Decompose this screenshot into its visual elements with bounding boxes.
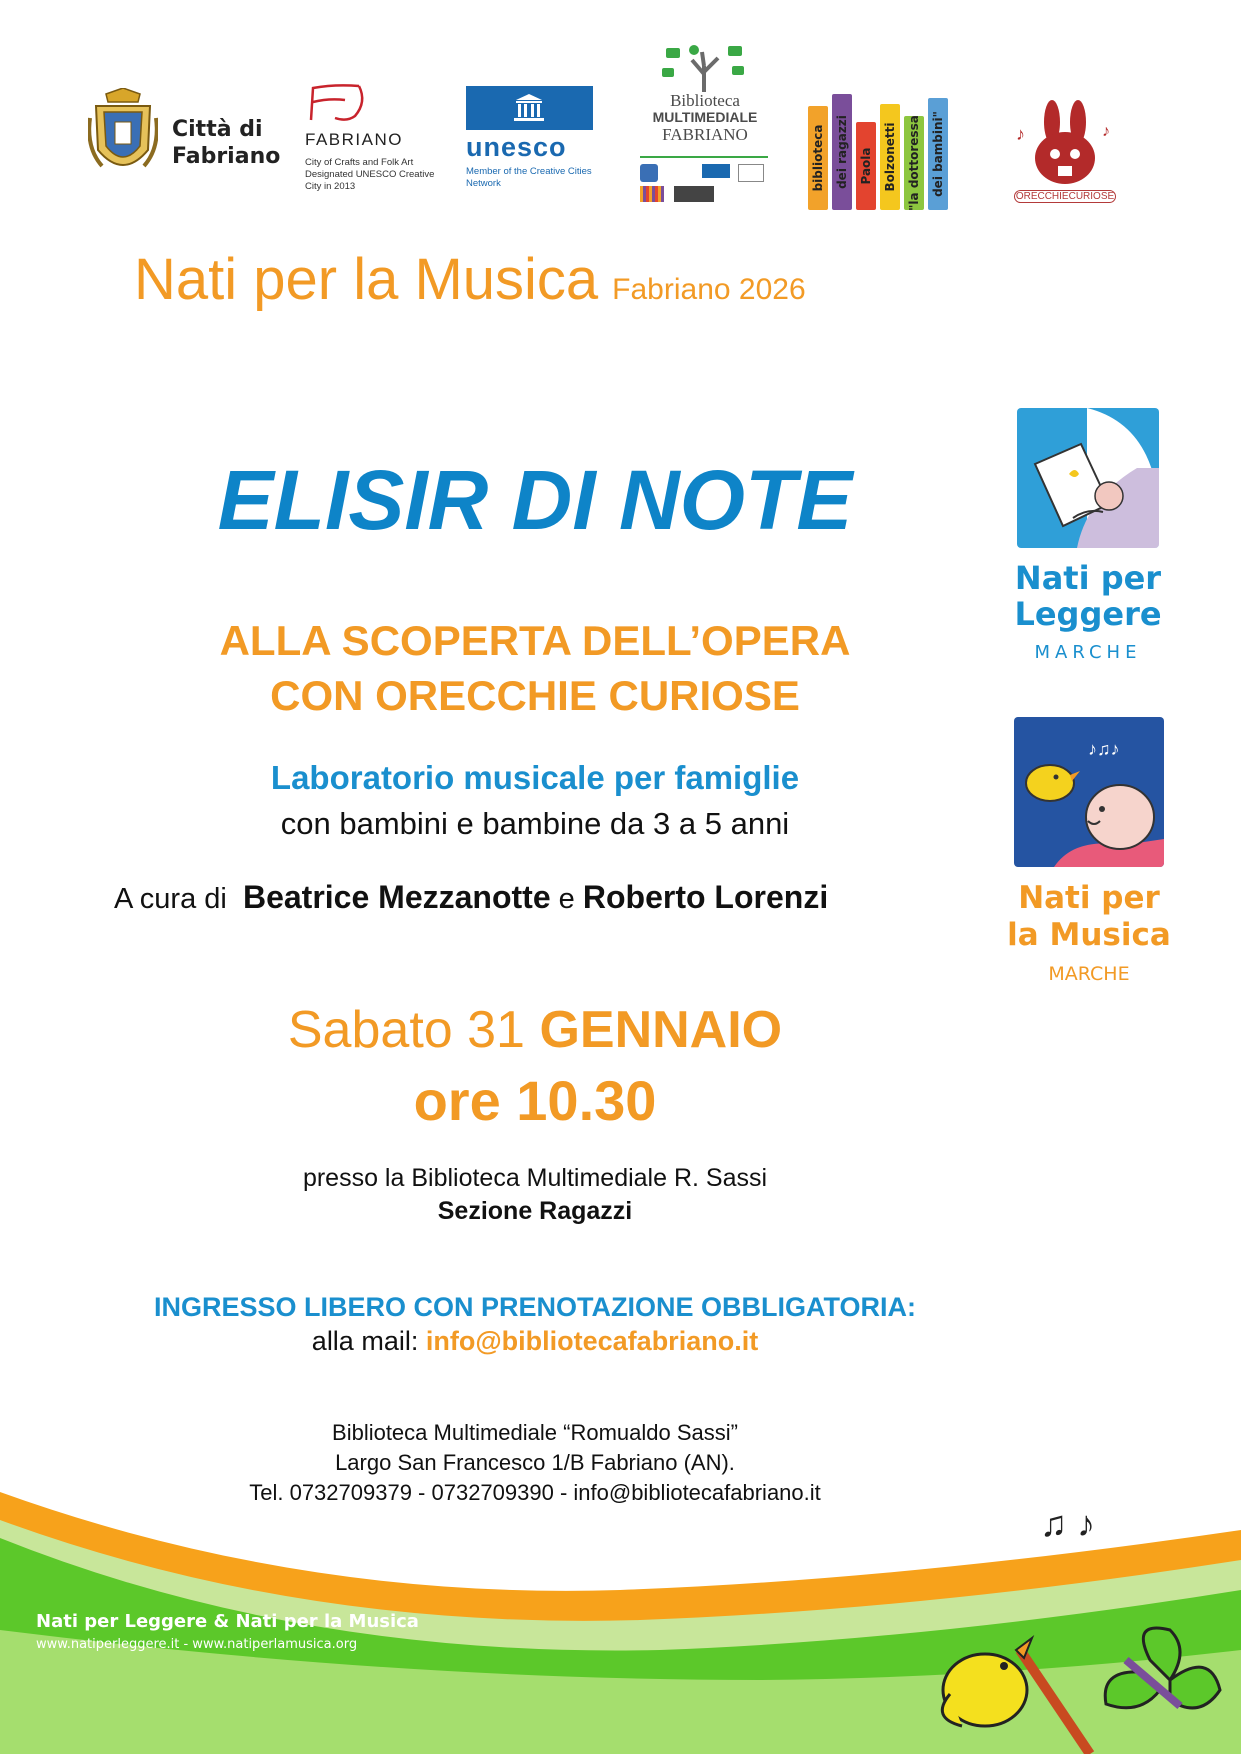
bunny-icon — [1010, 100, 1120, 190]
book-spine: "la dottoressa — [904, 116, 924, 210]
npm-name-line-2: la Musica — [1007, 917, 1171, 953]
book-spine: Paola — [856, 122, 876, 210]
audience-description: con bambini e bambine da 3 a 5 anni — [280, 806, 790, 841]
npl-name-line-2: Leggere — [1014, 595, 1162, 633]
address-line-3: Tel. 0732709379 - 0732709390 - info@bibliotecafabriano.it — [249, 1480, 821, 1505]
book-spine: Bolzonetti — [880, 104, 900, 210]
curator-2: Roberto Lorenzi — [582, 879, 829, 915]
curator-1: Beatrice Mezzanotte — [242, 879, 551, 915]
fabriano-coat-of-arms-icon — [88, 88, 158, 188]
svg-text:♪♫♪: ♪♫♪ — [1088, 739, 1120, 759]
nati-per-la-musica-illustration — [1014, 717, 1164, 867]
footer-websites[interactable]: www.natiperleggere.it - www.natiperlamusica.org — [36, 1637, 358, 1652]
fabriano-f-mark-icon — [305, 82, 385, 124]
fabriano-creative-city-logo — [305, 82, 440, 197]
unesco-temple-icon — [466, 86, 593, 130]
event-month: GENNAIO — [539, 1001, 783, 1059]
curated-and: e — [558, 883, 575, 915]
entry-notice: INGRESSO LIBERO CON PRENOTAZIONE OBBLIGATORIA: — [153, 1292, 917, 1322]
venue: presso la Biblioteca Multimediale R. Sassi — [302, 1164, 768, 1192]
booking-mail-line — [0, 1326, 1070, 1357]
booking-email-link[interactable]: info@bibliotecafabriano.it — [425, 1326, 759, 1356]
orecchie-curiose-logo — [1010, 100, 1120, 212]
unesco-wordmark: unesco — [466, 132, 567, 162]
unesco-logo — [466, 86, 596, 196]
orecchie-curiose-label: ORECCHIECURIOSE — [1015, 191, 1115, 202]
venue-section: Sezione Ragazzi — [437, 1197, 633, 1225]
event-day: Sabato 31 — [287, 1001, 525, 1059]
address-line-1: Biblioteca Multimediale “Romualdo Sassi” — [332, 1420, 738, 1445]
biblioteca-line-1: Biblioteca — [670, 91, 740, 110]
biblioteca-ragazzi-bolzonetti-logo — [808, 90, 956, 210]
series-title-main: Nati per la Musica — [134, 247, 599, 312]
svg-text:♪: ♪ — [1102, 123, 1110, 140]
city-line-2: Fabriano — [172, 144, 281, 169]
event-time: ore 10.30 — [413, 1069, 657, 1132]
biblioteca-line-3: FABRIANO — [662, 125, 748, 144]
unesco-subtitle: Member of the Creative Cities Network — [466, 166, 592, 189]
series-title-sub: Fabriano 2026 — [612, 273, 806, 306]
nati-per-la-musica-name — [997, 880, 1181, 954]
ucc-name: FABRIANO — [305, 130, 403, 149]
event-tagline-1: ALLA SCOPERTA DELL’OPERA — [219, 617, 851, 664]
curators-line — [114, 879, 828, 916]
tree-icon — [636, 44, 772, 94]
series-title — [134, 246, 806, 313]
event-date — [0, 1000, 1070, 1060]
nati-per-leggere-name — [1003, 560, 1173, 632]
ucc-subtitle: City of Crafts and Folk Art Designated UNESCO Creative City in 2013 — [305, 157, 435, 192]
curated-prefix: A cura di — [114, 883, 227, 915]
biblioteca-multimediale-logo — [636, 44, 772, 209]
biblioteca-partner-strip — [640, 156, 768, 202]
biblioteca-line-2: MULTIMEDIALE — [652, 109, 758, 125]
reading-baby-icon — [1017, 408, 1159, 548]
event-tagline-2: CON ORECCHIE CURIOSE — [270, 672, 800, 719]
npm-region: MARCHE — [1048, 963, 1130, 985]
citta-di-fabriano-logo — [88, 88, 281, 188]
address-line-2: Largo San Francesco 1/B Fabriano (AN). — [335, 1450, 735, 1475]
book-spine: dei bambini" — [928, 98, 948, 210]
workshop-description: Laboratorio musicale per famiglie — [270, 759, 800, 796]
event-title: ELISIR DI NOTE — [217, 453, 853, 547]
city-line-1: Città di — [172, 117, 263, 142]
book-spine: biblioteca — [808, 106, 828, 210]
npl-name-line-1: Nati per — [1014, 559, 1162, 597]
footer-title: Nati per Leggere & Nati per la Musica — [36, 1611, 419, 1632]
mail-prefix: alla mail: — [311, 1326, 419, 1356]
npm-name-line-1: Nati per — [1018, 880, 1160, 916]
nati-per-leggere-illustration — [1017, 408, 1159, 548]
npl-region: MARCHE — [1034, 642, 1142, 663]
music-notes-icon: ♫ ♪ — [1040, 1503, 1096, 1544]
svg-text:♪: ♪ — [1016, 124, 1025, 144]
bird-and-baby-icon — [1014, 717, 1164, 867]
book-spine: dei ragazzi — [832, 94, 852, 210]
